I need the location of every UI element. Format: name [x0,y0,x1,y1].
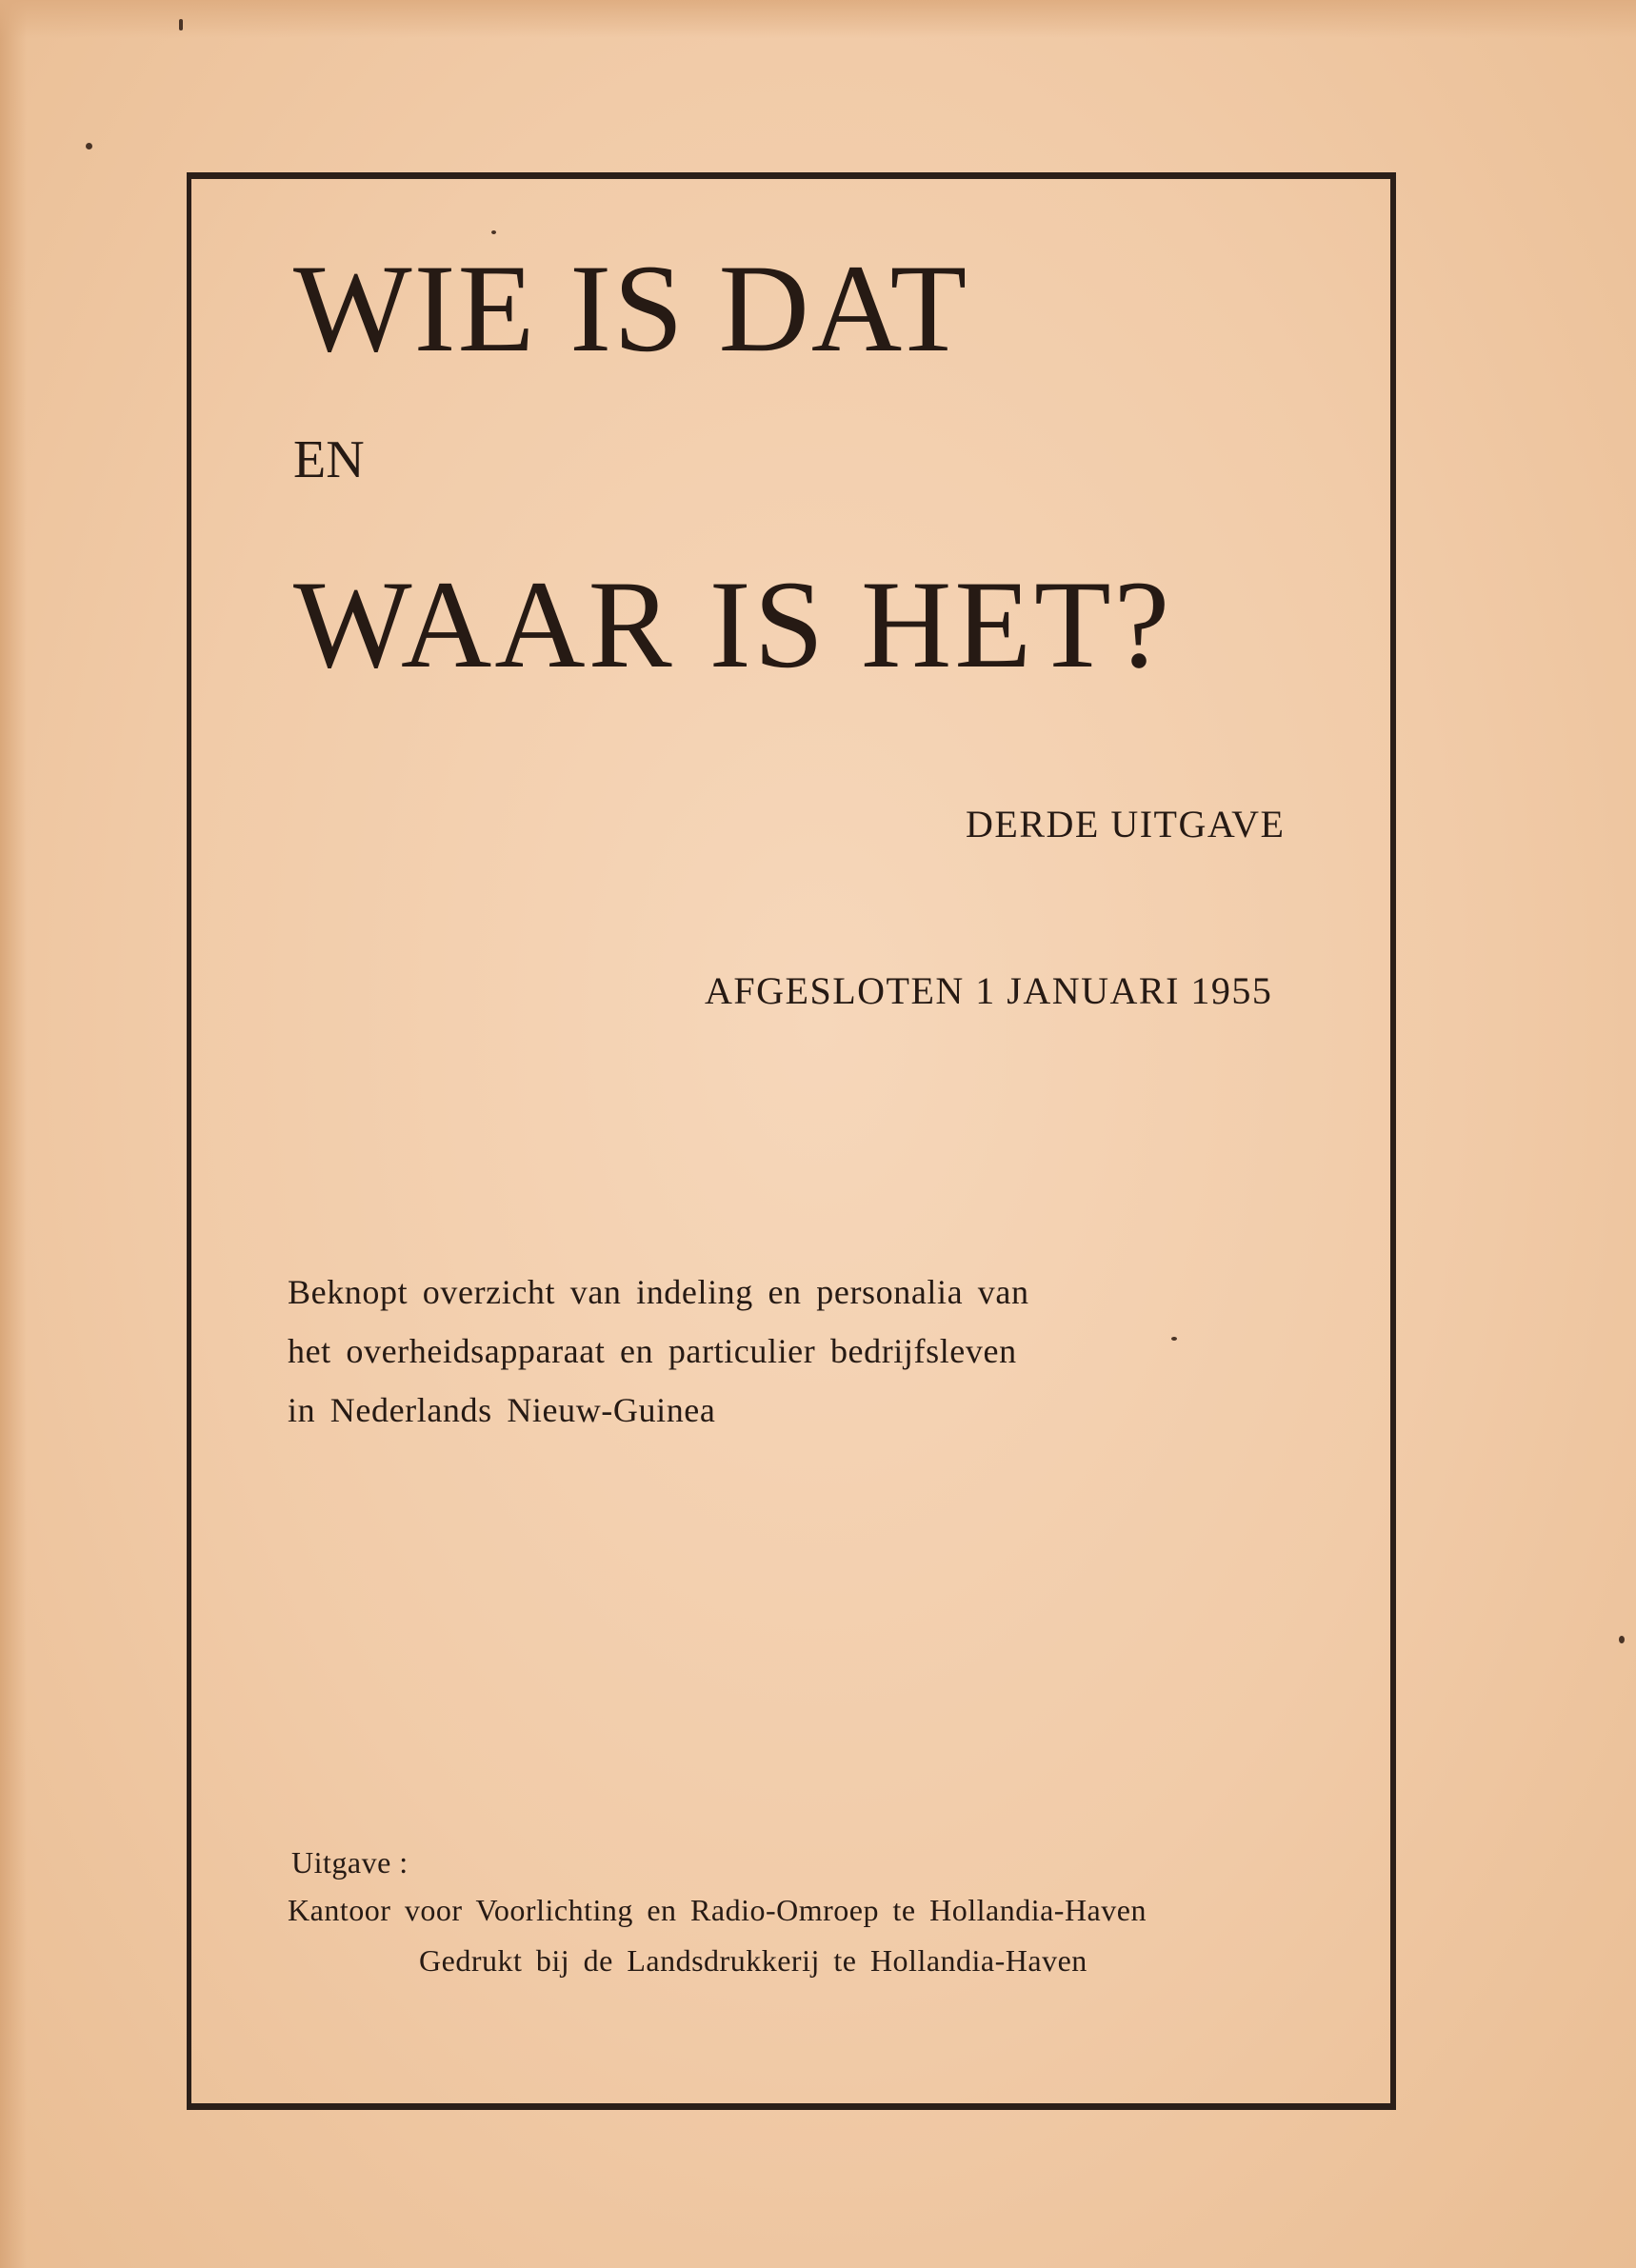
paper-speck [1619,1636,1625,1643]
paper-speck [86,143,92,149]
paper-edge-top [0,0,1636,38]
publisher-label: Uitgave : [291,1845,409,1880]
description-line: Beknopt overzicht van indeling en personalia van [288,1273,1029,1311]
printer-line: Gedrukt bij de Landsdrukkerij te Hollandia-Haven [419,1943,1087,1978]
description-line: in Nederlands Nieuw-Guinea [288,1391,716,1429]
title-conjunction: EN [293,430,365,489]
title-line-2: WAAR IS HET? [293,554,1173,694]
description-block [288,1263,1029,1440]
edition-label: DERDE UITGAVE [966,803,1286,846]
description-line: het overheidsapparaat en particulier bedrijfsleven [288,1332,1017,1370]
publisher-name: Kantoor voor Voorlichting en Radio-Omroep te Hollandia-Haven [288,1893,1147,1927]
paper-speck [179,19,183,30]
closing-date: AFGESLOTEN 1 JANUARI 1955 [705,969,1273,1012]
cover-frame [187,172,1396,2110]
paper-edge-left [0,0,27,2268]
title-line-1: WIE IS DAT [293,238,969,378]
